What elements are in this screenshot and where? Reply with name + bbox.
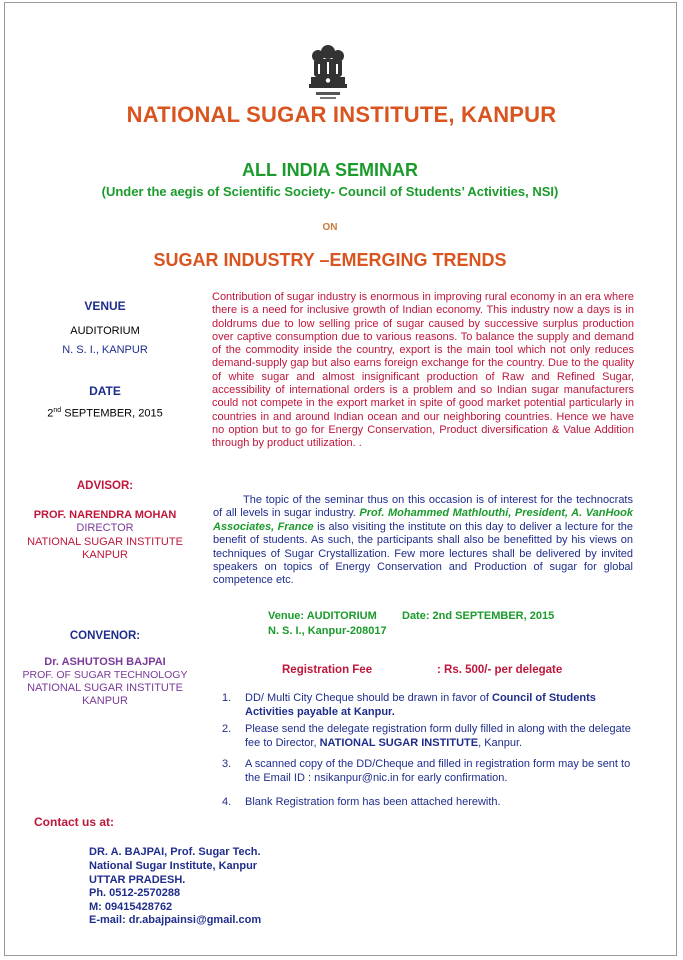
contact-line: UTTAR PRADESH. <box>89 874 186 886</box>
intro-paragraph: Contribution of sugar industry is enormous in improving rural economy in an era where there is a need for inclusive growth of Indian economy. This industry now a days is in doldrums due to low selling price of sugar caused by successive surplus production over captive consumption due to various reasons. To balance the supply and demand of the commodity inside the country, export is the main tool which not only reduces demand-supply gap but also earns foreign exchange for the country. Due to the quality of white sugar and almost insignificant production of Raw and Refined Sugar, accessibility of international orders is a problem and so Indian sugar manufacturers could not compete in the export market in spite of good market potential particularly in countries in and around Indian ocean and our neighboring countries. Hence we have no option but to go for Energy Conservation, Product diversification & Value Addition through by product utilization. . <box>212 291 634 450</box>
advisor-org: NATIONAL SUGAR INSTITUTE <box>27 536 183 548</box>
convenor-city: KANPUR <box>82 695 128 707</box>
seminar-topic: SUGAR INDUSTRY –EMERGING TRENDS <box>153 250 507 270</box>
contact-line: National Sugar Institute, Kanpur <box>89 860 258 872</box>
registration-fee-label: Registration Fee <box>282 664 373 676</box>
address-line: N. S. I., Kanpur-208017 <box>268 625 387 637</box>
seminar-aegis: (Under the aegis of Scientific Society- Council of Students’ Activities, NSI) <box>101 184 559 199</box>
registration-fee-value: : Rs. 500/- per delegate <box>437 664 563 676</box>
contact-heading: Contact us at: <box>34 815 115 829</box>
convenor-name: Dr. ASHUTOSH BAJPAI <box>44 656 166 668</box>
contact-email[interactable]: E-mail: dr.abajpainsi@gmail.com <box>89 914 262 926</box>
date-heading: DATE <box>89 384 121 398</box>
contact-line: DR. A. BAJPAI, Prof. Sugar Tech. <box>89 846 261 858</box>
date-value: 2nd SEPTEMBER, 2015 <box>47 407 163 420</box>
convenor-heading: CONVENOR: <box>69 630 141 642</box>
advisor-role: DIRECTOR <box>76 522 134 534</box>
topic-paragraph: The topic of the seminar thus on this occasion is of interest for the technocrats of all levels in sugar industry. Prof. Mohammed Mathlouthi, President, A. VanHook Associates, France is also visiting the institute on this day to deliver a lecture for the benefit of students. As such, the participants shall also be benefitted by his views on techniques of Sugar Crystallization. Few more lectures shall be delivered by invited speakers on topics of Energy Conservation and Production of sugar for global competence etc. <box>213 494 633 587</box>
contact-mobile: M: 09415428762 <box>89 901 173 913</box>
advisor-city: KANPUR <box>82 549 128 561</box>
advisor-name: PROF. NARENDRA MOHAN <box>33 509 177 521</box>
page-border <box>4 2 677 956</box>
contact-phone: Ph. 0512-2570288 <box>89 887 181 899</box>
venue-line-2: N. S. I., KANPUR <box>62 344 148 356</box>
venue-line-1: AUDITORIUM <box>70 325 140 337</box>
venue-heading: VENUE <box>84 299 126 313</box>
venue-line: Venue: AUDITORIUM <box>268 610 377 622</box>
on-label: ON <box>322 222 338 233</box>
national-emblem-icon <box>306 42 350 104</box>
advisor-heading: ADVISOR: <box>76 480 134 492</box>
convenor-org: NATIONAL SUGAR INSTITUTE <box>27 682 183 694</box>
institute-title: NATIONAL SUGAR INSTITUTE, KANPUR <box>126 102 557 127</box>
date-line: Date: 2nd SEPTEMBER, 2015 <box>402 610 555 622</box>
seminar-type: ALL INDIA SEMINAR <box>241 160 418 180</box>
convenor-role: PROF. OF SUGAR TECHNOLOGY <box>22 669 188 681</box>
guest-speaker: Prof. Mohammed Mathlouthi, President, A. VanHook Associates, France <box>213 507 633 533</box>
